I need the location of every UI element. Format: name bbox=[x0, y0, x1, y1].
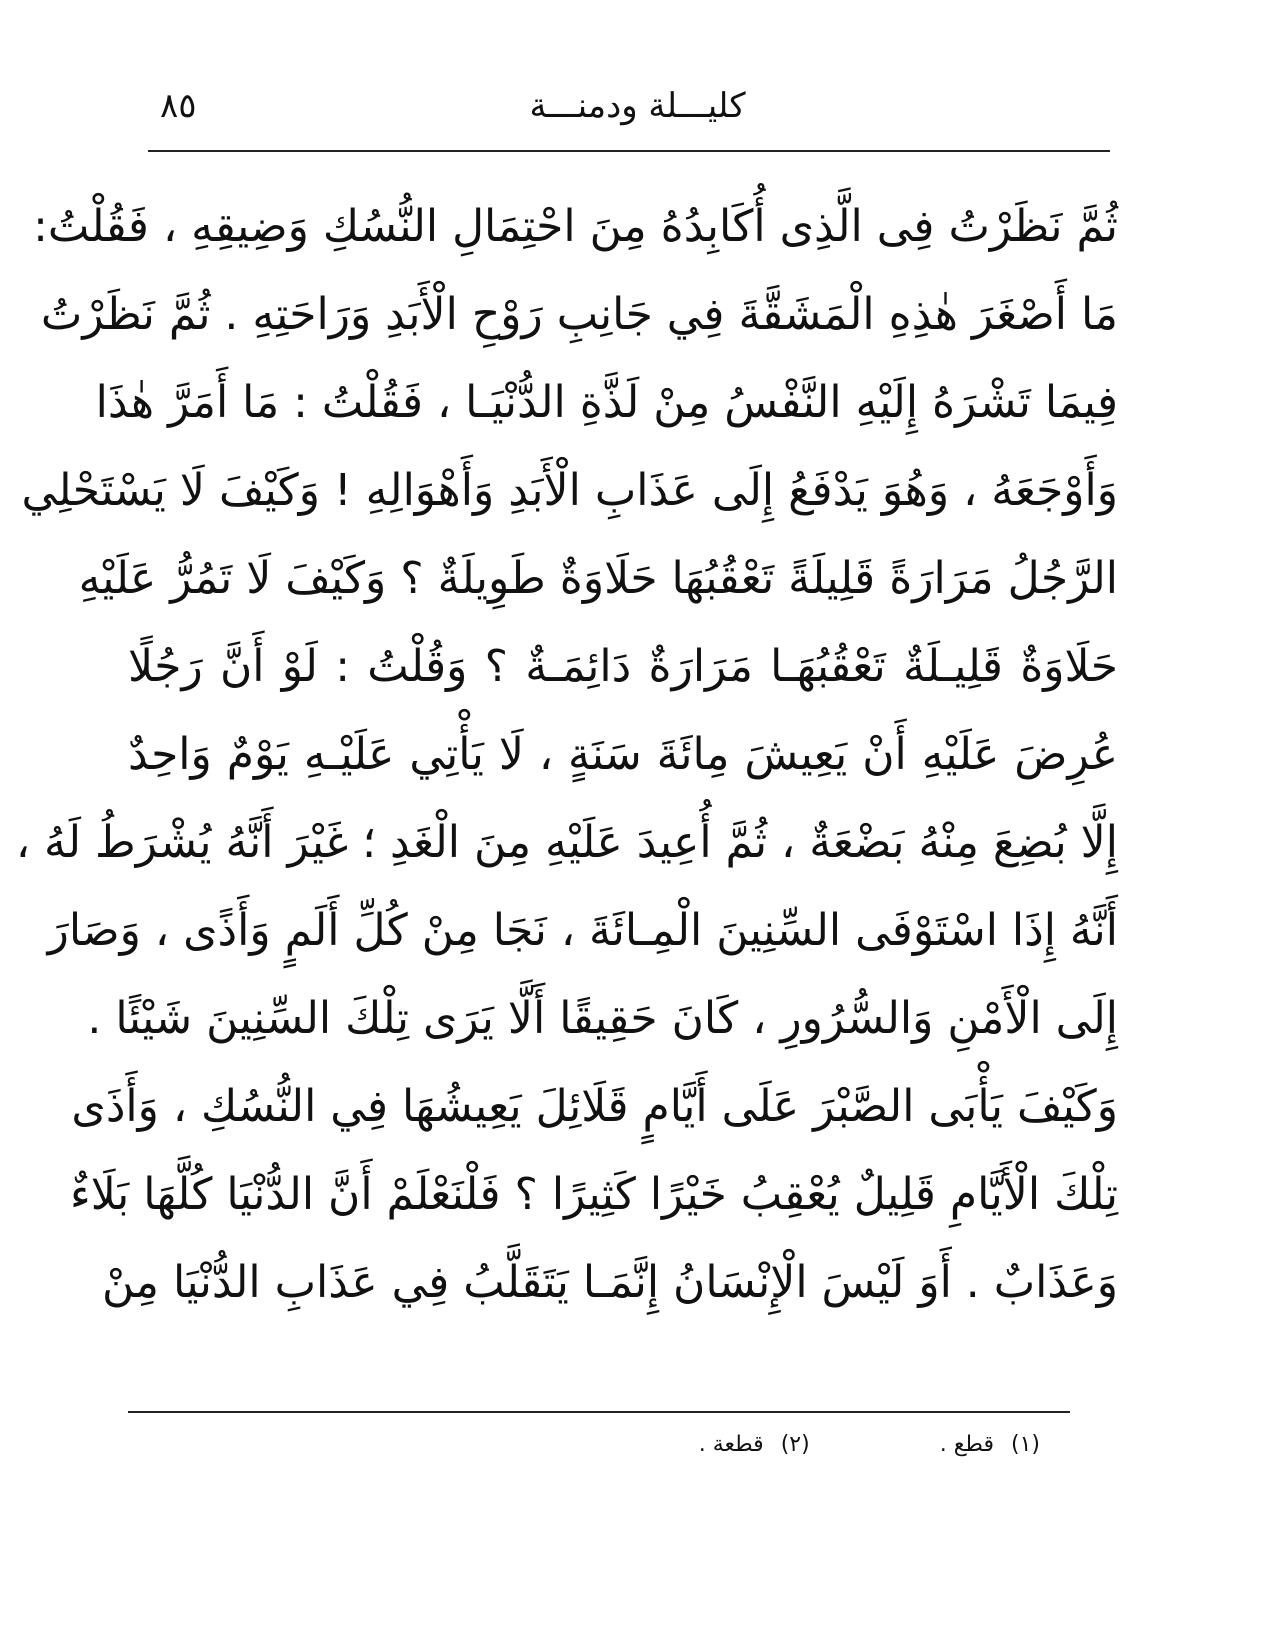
footnote-marker: (٢) bbox=[780, 1432, 810, 1457]
footnote-text: قطع . bbox=[939, 1432, 994, 1457]
body-text bbox=[15, 183, 1118, 1327]
text-line-4: وَأَوْجَعَهُ ، وَهُوَ يَدْفَعُ إِلَى عَذَابِ الْأَبَدِ وَأَهْوَالِهِ ! وَكَيْفَ لَا يَسْتَحْلِي bbox=[21, 465, 1118, 516]
header-rule bbox=[148, 150, 1110, 152]
page-number: ٨٥ bbox=[160, 86, 197, 126]
footnotes bbox=[560, 1432, 1040, 1457]
running-title: كليـــلة ودمنـــة bbox=[529, 86, 746, 126]
text-line-2: مَا أَصْغَرَ هٰذِهِ الْمَشَقَّةَ فِي جَانِبِ رَوْحِ الْأَبَدِ وَرَاحَتِهِ . ثُمَّ نَظَرْتُ bbox=[40, 289, 1118, 340]
text-line-1: ثُمَّ نَظَرْتُ فِى الَّذِى أُكَابِدُهُ مِنَ احْتِمَالِ النُّسُكِ وَضِيقِهِ ، فَقُلْتُ: bbox=[33, 201, 1118, 252]
text-line-11: وَكَيْفَ يَأْبَى الصَّبْرَ عَلَى أَيَّامٍ قَلَائِلَ يَعِيشُهَا فِي النُّسُكِ ، وَأَذَى bbox=[71, 1081, 1118, 1132]
text-line-5: الرَّجُلُ مَرَارَةً قَلِيلَةً تَعْقُبُهَا حَلَاوَةٌ طَوِيلَةٌ ؟ وَكَيْفَ لَا تَمُرُّ عَلَيْهِ bbox=[78, 553, 1118, 604]
footnote-rule bbox=[128, 1411, 1070, 1413]
text-line-7: عُرِضَ عَلَيْهِ أَنْ يَعِيشَ مِائَةَ سَنَةٍ ، لَا يَأْتِي عَلَيْـهِ يَوْمٌ وَاحِدٌ bbox=[128, 729, 1118, 780]
text-line-12: تِلْكَ الْأَيَّامِ قَلِيلٌ يُعْقِبُ خَيْرًا كَثِيرًا ؟ فَلْنَعْلَمْ أَنَّ الدُّنْيَا كُلَّهَا بَلَاءٌ bbox=[70, 1169, 1118, 1220]
footnote-2 bbox=[699, 1432, 810, 1457]
text-line-6: حَلَاوَةٌ قَلِيـلَةٌ تَعْقُبُهَـا مَرَارَةٌ دَائِمَـةٌ ؟ وَقُلْتُ : لَوْ أَنَّ رَجُلًا bbox=[128, 641, 1118, 692]
text-line-3: فِيمَا تَشْرَهُ إِلَيْهِ النَّفْسُ مِنْ لَذَّةِ الدُّنْيَـا ، فَقُلْتُ : مَا أَمَرَّ هٰذَا bbox=[95, 377, 1118, 428]
text-line-9: أَنَّهُ إِذَا اسْتَوْفَى السِّنِينَ الْمِـائَةَ ، نَجَا مِنْ كُلِّ أَلَمٍ وَأَذًى ، وَصَارَ bbox=[47, 905, 1118, 956]
text-line-8: إِلَّا بُضِعَ مِنْهُ بَضْعَةٌ ، ثُمَّ أُعِيدَ عَلَيْهِ مِنَ الْغَدِ ؛ غَيْرَ أَنَّهُ يُشْرَطُ لَهُ ، bbox=[15, 817, 1118, 868]
text-line-10: إِلَى الْأَمْنِ وَالسُّرُورِ ، كَانَ حَقِيقًا أَلَّا يَرَى تِلْكَ السِّنِينَ شَيْئًا . bbox=[87, 993, 1118, 1044]
text-line-13: وَعَذَابٌ . أَوَ لَيْسَ الْإِنْسَانُ إِنَّمَـا يَتَقَلَّبُ فِي عَذَابِ الدُّنْيَا مِنْ bbox=[101, 1257, 1118, 1308]
footnote-1 bbox=[940, 1432, 1040, 1457]
footnote-marker: (١) bbox=[1010, 1432, 1040, 1457]
footnote-text: قطعة . bbox=[698, 1432, 764, 1457]
